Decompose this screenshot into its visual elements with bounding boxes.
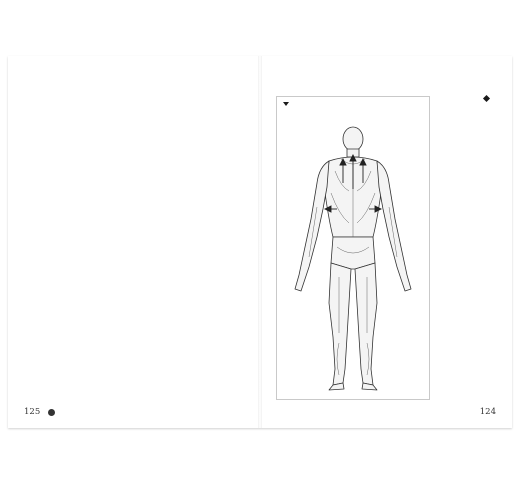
part-number-badge [48,409,55,416]
right-page-body [434,102,470,364]
figure-head [343,127,363,151]
right-page [260,56,512,428]
book-gutter [258,56,262,428]
left-page-number: 125 [24,407,41,417]
figure-right-leg [355,263,377,385]
left-page-footer [20,407,57,417]
book-spread [8,56,512,428]
muscle-figure [276,96,430,400]
right-page-number: 124 [479,407,496,417]
figure-left-arm [295,161,329,291]
figure-right-arm [377,161,411,291]
figure-left-foot [329,383,344,390]
section-heading-block [474,96,492,216]
figure-right-foot [362,383,377,390]
figure-left-leg [329,263,351,385]
muscle-anatomy-illustration [277,97,429,399]
left-page-body [30,96,244,401]
heading-diamond-icon [483,95,490,102]
right-page-footer [476,407,500,417]
left-page [8,56,260,428]
